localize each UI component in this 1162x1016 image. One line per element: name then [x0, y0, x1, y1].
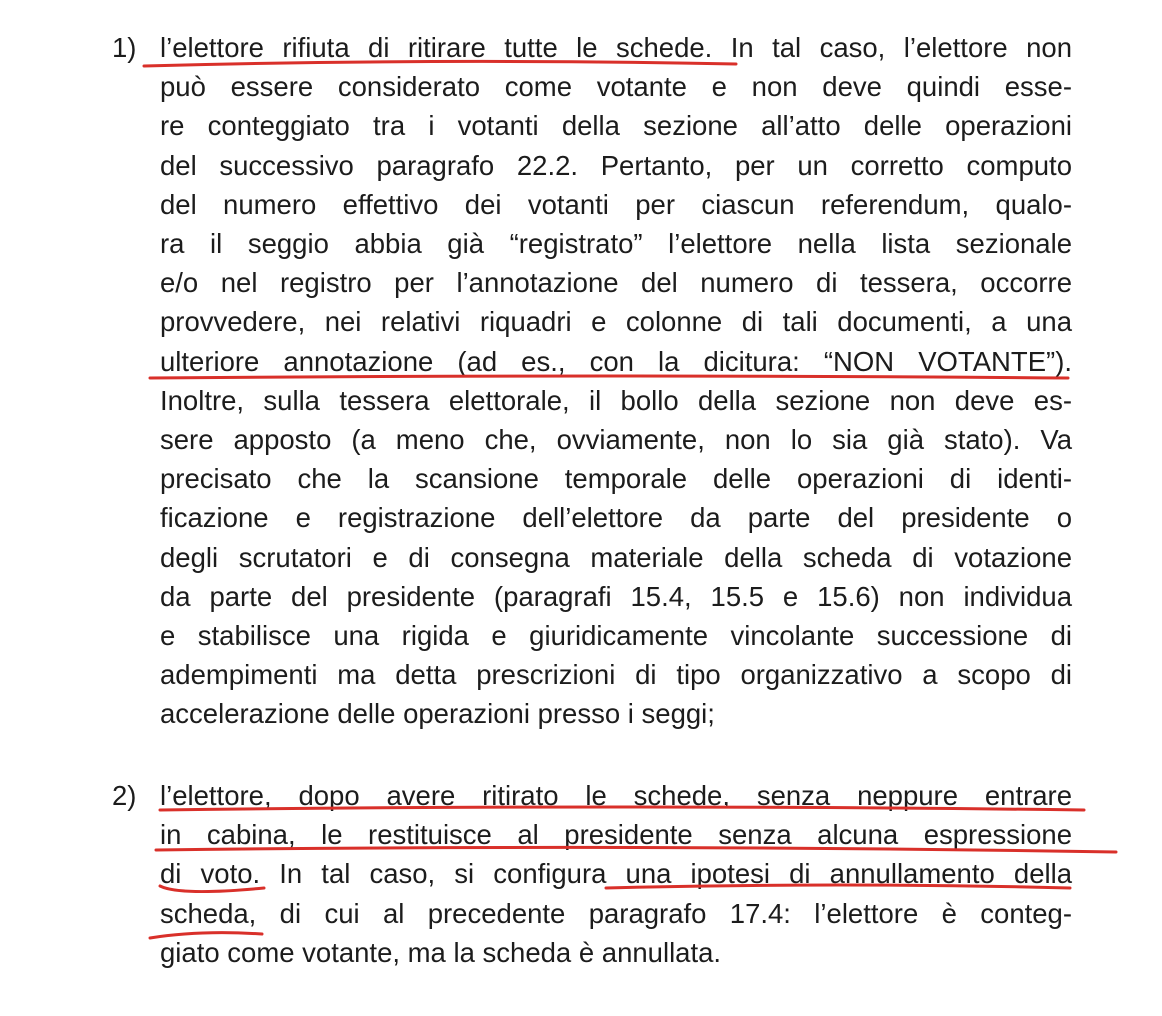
text-line: ficazione e registrazione dell’elettore da parte del presidente o [160, 502, 1072, 534]
text-line: ra il seggio abbia già “registrato” l’elettore nella lista sezionale [160, 228, 1072, 259]
text-line: precisato che la scansione temporale delle operazioni di identi- [160, 463, 1072, 495]
text-line: Inoltre, sulla tessera elettorale, il bollo della sezione non deve es- [160, 384, 1072, 416]
text-line: ulteriore annotazione (ad es., con la dicitura: “NON VOTANTE”). [160, 345, 1072, 377]
text-line: l’elettore, dopo avere ritirato le schede, senza neppure entrare [160, 780, 1072, 811]
text-line: scheda, di cui al precedente paragrafo 17.4: l’elettore è conteg- [160, 897, 1072, 929]
text-line: sere apposto (a meno che, ovviamente, non lo sia già stato). Va [160, 424, 1072, 455]
text-line: del numero effettivo dei votanti per ciascun referendum, qualo- [160, 188, 1072, 220]
text-line: può essere considerato come votante e non deve quindi esse- [160, 71, 1072, 103]
text-line: e/o nel registro per l’annotazione del numero di tessera, occorre [160, 267, 1072, 299]
text-line: di voto. In tal caso, si configura una ipotesi di annullamento della [160, 858, 1072, 890]
item-number: 1) [112, 32, 137, 63]
text-line: accelerazione delle operazioni presso i seggi; [160, 698, 715, 730]
text-line: degli scrutatori e di consegna materiale della scheda di votazione [160, 541, 1072, 573]
text-line: e stabilisce una rigida e giuridicamente vincolante successione di [160, 620, 1072, 651]
text-line: da parte del presidente (paragrafi 15.4, 15.5 e 15.6) non individua [160, 580, 1072, 612]
text-line: re conteggiato tra i votanti della sezione all’atto delle operazioni [160, 110, 1072, 142]
text-line: l’elettore rifiuta di ritirare tutte le schede. In tal caso, l’elettore non [160, 32, 1072, 63]
text-line: del successivo paragrafo 22.2. Pertanto, per un corretto computo [160, 149, 1072, 181]
item-number: 2) [112, 780, 137, 811]
text-line: provvedere, nei relativi riquadri e colonne di tali documenti, a una [160, 306, 1072, 338]
text-line: in cabina, le restituisce al presidente senza alcuna espressione [160, 819, 1072, 851]
text-line: giato come votante, ma la scheda è annullata. [160, 936, 722, 968]
text-line: adempimenti ma detta prescrizioni di tipo organizzativo a scopo di [160, 659, 1072, 691]
